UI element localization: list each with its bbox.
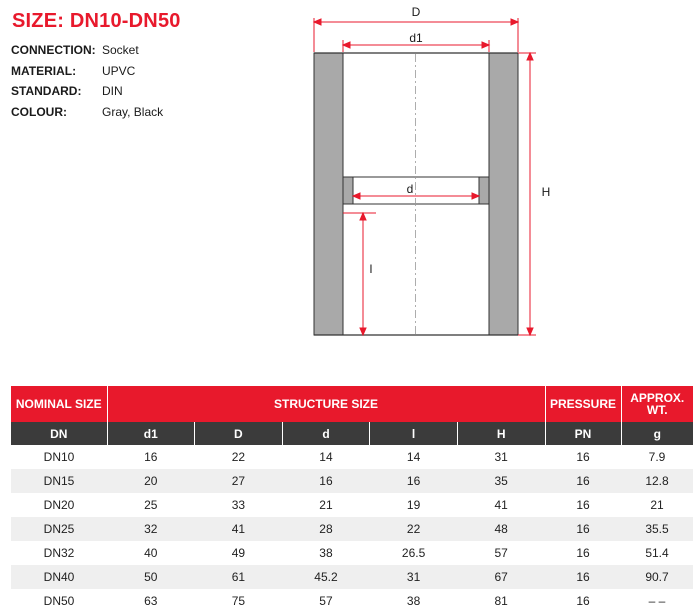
cell: 20 (107, 469, 195, 493)
header-approx-weight: APPROX. WT. (621, 386, 693, 422)
subheader-cell: DN (11, 422, 107, 445)
spec-label: MATERIAL: (11, 63, 77, 78)
cell: 48 (457, 517, 545, 541)
cell: 22 (370, 517, 458, 541)
cell: DN25 (11, 517, 107, 541)
subheader-cell: d1 (107, 422, 195, 445)
cell: 61 (195, 565, 283, 589)
table-row (11, 541, 693, 565)
cell: 45.2 (282, 565, 370, 589)
cell: 16 (545, 517, 621, 541)
cell: 75 (195, 589, 283, 613)
spec-value: UPVC (102, 63, 136, 78)
spec-table (11, 386, 693, 613)
header-pressure: PRESSURE (545, 386, 621, 422)
cell: DN50 (11, 589, 107, 613)
cell: DN20 (11, 493, 107, 517)
cell: 50 (107, 565, 195, 589)
cell: 16 (370, 469, 458, 493)
cell: 16 (107, 445, 195, 469)
cell: 31 (370, 565, 458, 589)
page-title: SIZE: DN10-DN50 (12, 10, 181, 32)
subheader-cell: g (621, 422, 693, 445)
cell: 14 (370, 445, 458, 469)
table-row (11, 445, 693, 469)
cell: 21 (621, 493, 693, 517)
spec-label: COLOUR: (11, 104, 67, 119)
cell: 51.4 (621, 541, 693, 565)
cell: 12.8 (621, 469, 693, 493)
cell: 63 (107, 589, 195, 613)
label-l: l (369, 262, 373, 276)
spec-row-colour (11, 102, 163, 123)
cell: 57 (457, 541, 545, 565)
cell: 28 (282, 517, 370, 541)
cell: 25 (107, 493, 195, 517)
cell: 31 (457, 445, 545, 469)
cell: 81 (457, 589, 545, 613)
table-header-row (11, 386, 693, 422)
cell: DN10 (11, 445, 107, 469)
cell: – – (621, 589, 693, 613)
cell: DN40 (11, 565, 107, 589)
spec-value: Socket (102, 43, 139, 58)
cell: 32 (107, 517, 195, 541)
cell: 49 (195, 541, 283, 565)
subheader-cell: PN (545, 422, 621, 445)
dimension-labels (370, 5, 551, 276)
spec-label: CONNECTION: (11, 43, 96, 58)
cell: 35 (457, 469, 545, 493)
table-row (11, 589, 693, 613)
spec-label: STANDARD: (11, 84, 82, 99)
cell: 67 (457, 565, 545, 589)
cell: 16 (545, 445, 621, 469)
subheader-cell: D (195, 422, 283, 445)
cell: 22 (195, 445, 283, 469)
header-nominal-size: NOMINAL SIZE (11, 386, 107, 422)
spec-value: DIN (102, 84, 123, 99)
cell: 38 (282, 541, 370, 565)
label-H: H (541, 185, 551, 199)
cell: 16 (545, 541, 621, 565)
cell: 7.9 (621, 445, 693, 469)
fitting-body (314, 53, 518, 335)
cell: 57 (282, 589, 370, 613)
left-stop-ring (343, 177, 353, 204)
subheader-cell: d (282, 422, 370, 445)
cell: DN32 (11, 541, 107, 565)
label-d: d (406, 182, 414, 196)
right-stop-ring (479, 177, 489, 204)
spec-row-standard (11, 81, 163, 102)
cell: 14 (282, 445, 370, 469)
label-d1: d1 (409, 31, 423, 45)
spec-list (11, 40, 163, 122)
cell: 26.5 (370, 541, 458, 565)
cell: 38 (370, 589, 458, 613)
table-row (11, 469, 693, 493)
cell: 16 (545, 565, 621, 589)
table-row (11, 517, 693, 541)
cell: 16 (545, 469, 621, 493)
cell: 27 (195, 469, 283, 493)
spec-row-material (11, 61, 163, 82)
subheader-cell: l (370, 422, 458, 445)
cell: 33 (195, 493, 283, 517)
subheader-cell: H (457, 422, 545, 445)
right-wall (489, 53, 518, 335)
cell: 16 (282, 469, 370, 493)
table-row (11, 493, 693, 517)
spec-value: Gray, Black (102, 104, 164, 119)
cell: 19 (370, 493, 458, 517)
cell: 16 (545, 589, 621, 613)
table-row (11, 565, 693, 589)
cell: 16 (545, 493, 621, 517)
header-structure-size: STRUCTURE SIZE (107, 386, 545, 422)
label-D: D (411, 5, 421, 19)
spec-row-connection (11, 40, 163, 61)
cell: 41 (457, 493, 545, 517)
cell: 40 (107, 541, 195, 565)
socket-drawing (300, 0, 570, 350)
cell: 35.5 (621, 517, 693, 541)
cell: 41 (195, 517, 283, 541)
cell: 90.7 (621, 565, 693, 589)
table-subheader-row (11, 422, 693, 445)
cell: 21 (282, 493, 370, 517)
left-wall (314, 53, 343, 335)
cell: DN15 (11, 469, 107, 493)
